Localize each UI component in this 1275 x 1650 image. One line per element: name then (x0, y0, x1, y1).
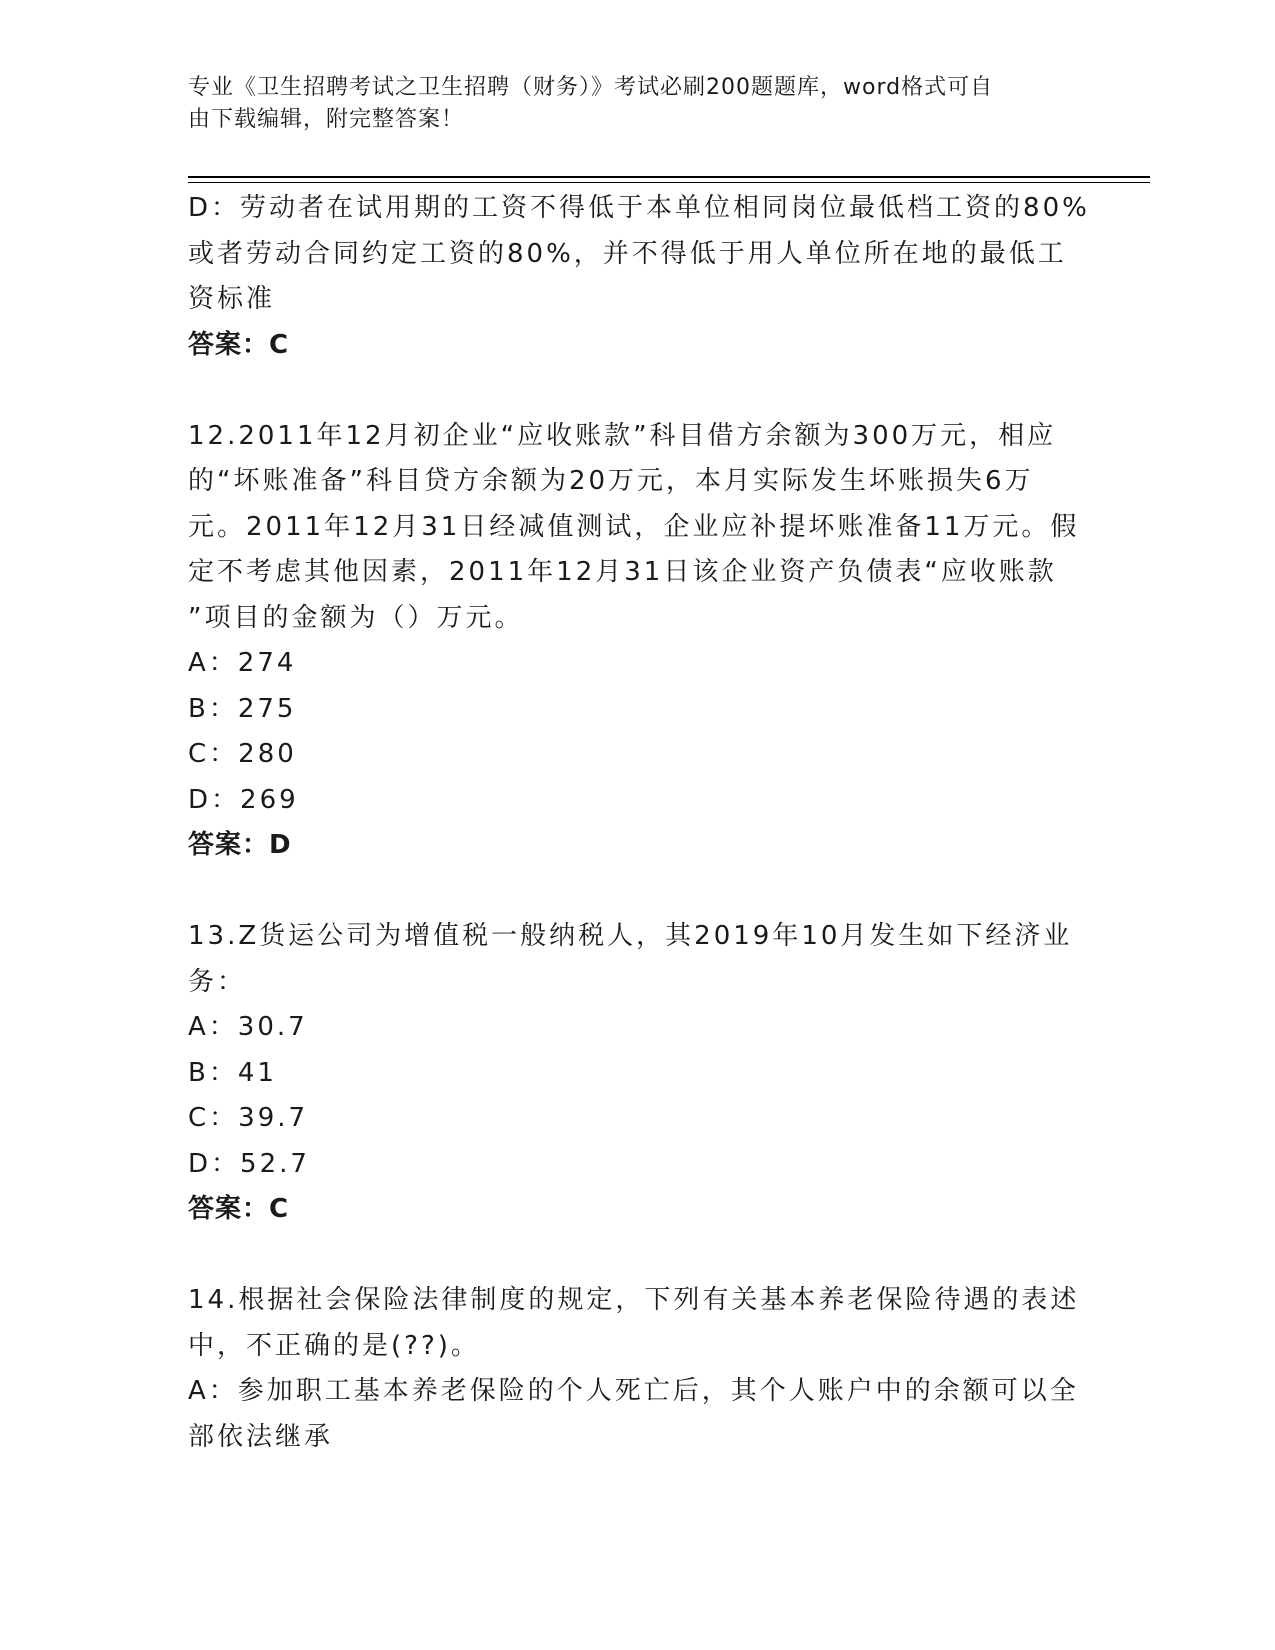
question-text-line-2: 的“坏账准备”科目贷方余额为20万元，本月实际发生坏账损失6万 (188, 466, 1034, 496)
answer-line: 答案：C (188, 1194, 290, 1224)
question-text-line-1: 13.Z货运公司为增值税一般纳税人，其2019年10月发生如下经济业 (188, 921, 1073, 951)
option-d: D：52.7 (188, 1148, 310, 1179)
question-text-line-5: ”项目的金额为（）万元。 (188, 602, 524, 633)
spacer (188, 869, 1078, 915)
question-text-line-4: 定不考虑其他因素，2011年12月31日该企业资产负债表“应收账款 (188, 557, 1057, 587)
header-line-2: 由下载编辑，附完整答案！ (188, 107, 465, 132)
document-header (188, 72, 1068, 136)
question-text-line-2: 中，不正确的是(??)。 (188, 1330, 480, 1361)
header-line-1: 专业《卫生招聘考试之卫生招聘（财务）》考试必刷200题题库，word格式可自 (188, 75, 994, 100)
answer-line: 答案：C (188, 329, 290, 360)
option-b: B：275 (188, 693, 297, 724)
option-b: B：41 (188, 1057, 277, 1088)
spacer (188, 1233, 1078, 1279)
option-d-line-3: 资标准 (188, 284, 276, 314)
question-text-line-3: 元。2011年12月31日经减值测试，企业应补提坏账准备11万元。假 (188, 511, 1080, 542)
option-c: C：280 (188, 739, 297, 769)
option-a-line-1: A：参加职工基本养老保险的个人死亡后，其个人账户中的余额可以全 (188, 1376, 1079, 1406)
question-11-tail (188, 186, 1090, 368)
option-d-line-1: D：劳动者在试用期的工资不得低于本单位相同岗位最低档工资的80% (188, 193, 1090, 223)
spacer (188, 368, 1078, 414)
option-d-line-2: 或者劳动合同约定工资的80%，并不得低于用人单位所在地的最低工 (188, 238, 1067, 269)
question-text-line-1: 14.根据社会保险法律制度的规定，下列有关基本养老保险待遇的表述 (188, 1285, 1080, 1315)
option-a: A：274 (188, 648, 297, 678)
question-14 (188, 1278, 1078, 1460)
document-body (188, 186, 1090, 1460)
header-divider-thick (188, 176, 1150, 178)
header-divider-thin (188, 182, 1150, 183)
question-text-line-2: 务： (188, 966, 247, 997)
question-text-line-1: 12.2011年12月初企业“应收账款”科目借方余额为300万元，相应 (188, 420, 1057, 451)
option-c: C：39.7 (188, 1103, 309, 1133)
question-13 (188, 914, 1078, 1233)
answer-line: 答案：D (188, 830, 292, 860)
option-a: A：30.7 (188, 1012, 308, 1042)
option-d: D：269 (188, 784, 299, 815)
question-12 (188, 414, 1078, 869)
option-a-line-2: 部依法继承 (188, 1421, 334, 1452)
